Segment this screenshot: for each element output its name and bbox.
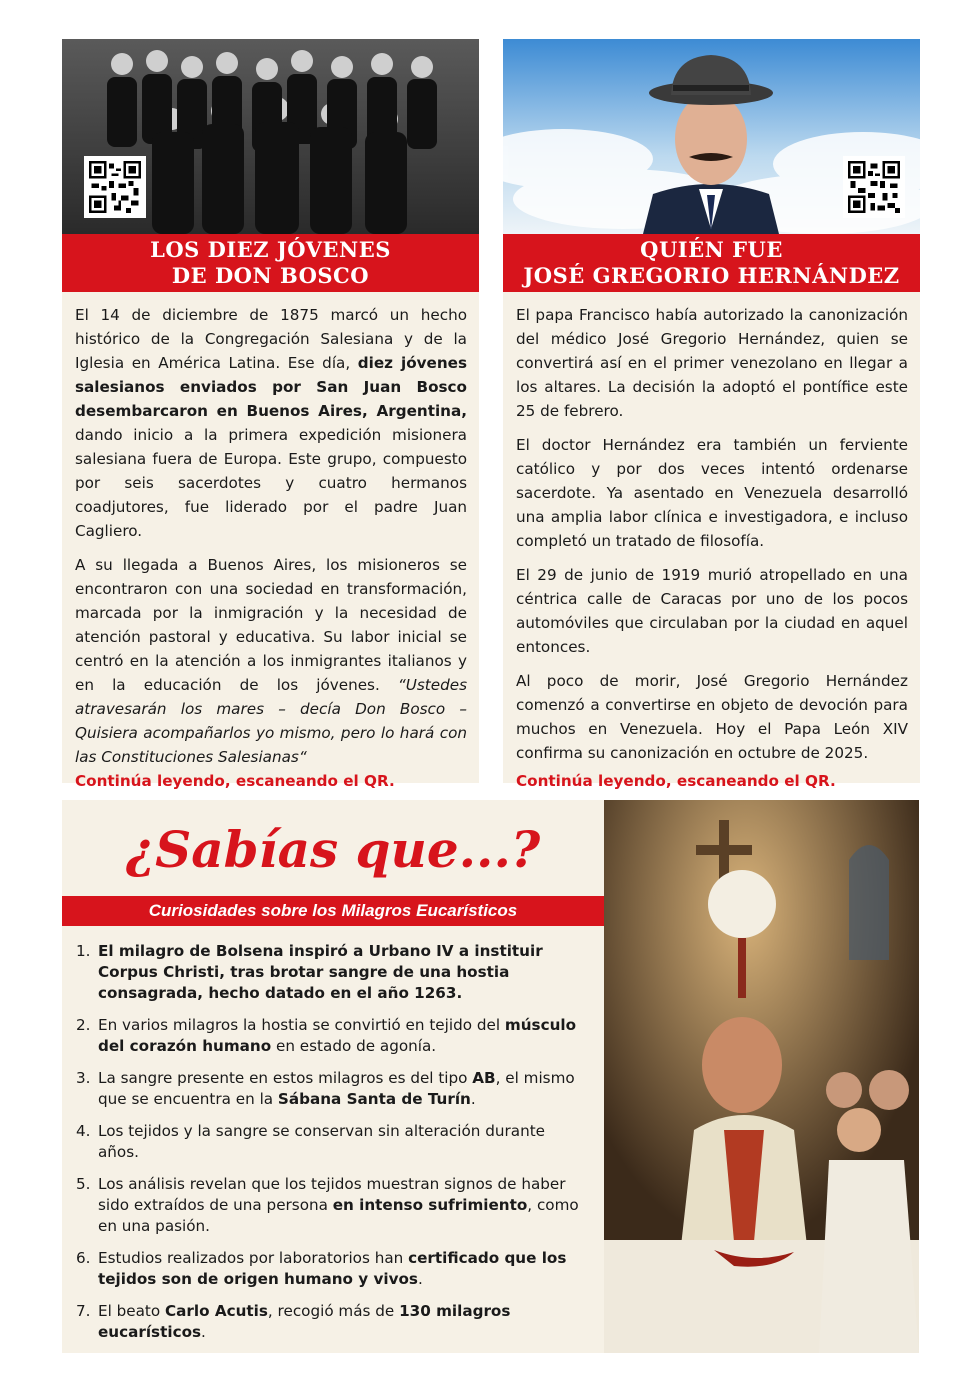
list-number: 5. <box>76 1175 91 1193</box>
list-number: 6. <box>76 1249 91 1267</box>
paragraph: El 29 de junio de 1919 murió atropellado en una céntrica calle de Caracas por uno de los pocos automóviles que circulaban por la ciudad en aquel entonces. <box>516 566 908 656</box>
paragraph: El doctor Hernández era también un ferviente católico y por dos veces intentó ordenarse sacerdote. Ya asentado en Venezuela desarrolló una amplia labor clínica e investigadora, e incluso completó un tratado de filosofía. <box>516 436 908 550</box>
section-subtitle: Curiosidades sobre los Milagros Eucarísticos <box>62 896 604 926</box>
fact-text: AB <box>472 1069 496 1087</box>
fact-text: Carlo Acutis <box>165 1302 268 1320</box>
card-title-line1: LOS DIEZ JÓVENES <box>150 237 391 262</box>
list-number: 3. <box>76 1069 91 1087</box>
card-body <box>516 303 908 803</box>
card-title <box>62 234 479 292</box>
list-item <box>76 1301 586 1343</box>
paragraph: El papa Francisco había autorizado la canonización del médico José Gregorio Hernández, quien se convertirá así en el primer venezolano en llegar a los altares. La decisión la adoptó el pontífice este 25 de febrero. <box>516 306 908 420</box>
scan-qr-link[interactable]: Continúa leyendo, escaneando el QR. <box>75 772 395 790</box>
fact-text: Los tejidos y la sangre se conservan sin alteración durante años. <box>98 1122 545 1161</box>
fact-text: La sangre presente en estos milagros es del tipo <box>98 1069 473 1087</box>
fact-text: en estado de agonía. <box>271 1037 437 1055</box>
card-body <box>75 303 467 803</box>
fact-text: Sábana Santa de Turín <box>277 1090 471 1108</box>
card-title-line1: QUIÉN FUE <box>640 237 783 262</box>
fact-text: El beato <box>98 1302 166 1320</box>
fact-text: Estudios realizados por laboratorios han <box>98 1249 409 1267</box>
fact-text: . <box>417 1270 423 1288</box>
fact-text: . <box>201 1323 206 1341</box>
card-title-line2: DE DON BOSCO <box>171 263 370 288</box>
fact-text: En varios milagros la hostia se convirtió en tejido del <box>98 1016 505 1034</box>
fact-text: en intenso sufrimiento <box>332 1196 528 1214</box>
eucharistic-miracle-painting <box>604 800 919 1353</box>
list-number: 7. <box>76 1302 91 1320</box>
list-item <box>76 1121 586 1163</box>
paragraph: A su llegada a Buenos Aires, los misioneros se encontraron con una sociedad en transformación, marcada por la inmigración y la necesidad de atención pastoral y educativa. Su labor inicial se centró en la atención a los inmigrantes italianos y en la educación de los jóvenes. “Ustedes atravesarán los mares – decía Don Bosco – Quisiera acompañarlos yo mismo, pero lo hará con las Constituciones Salesianas“ <box>75 556 467 766</box>
fact-text: 130 milagros eucarísticos <box>98 1302 511 1341</box>
card-title-line2: JOSÉ GREGORIO HERNÁNDEZ <box>523 263 900 288</box>
list-number: 4. <box>76 1122 91 1140</box>
quote: “Ustedes atravesarán los mares – decía Don Bosco – Quisiera acompañarlos yo mismo, pero lo hará con las Constituciones Salesianas“ <box>75 676 467 766</box>
paragraph: Al poco de morir, José Gregorio Hernández comenzó a convertirse en objeto de devoción para muchos en Venezuela. Hoy el Papa León XIV confirma su canonización en octubre de 2025. <box>516 672 908 762</box>
fact-text: . <box>470 1090 476 1108</box>
sabias-que-section <box>62 800 604 1353</box>
scan-qr-link[interactable]: Continúa leyendo, escaneando el QR. <box>516 772 836 790</box>
list-number: 2. <box>76 1016 91 1034</box>
list-item <box>76 1248 586 1290</box>
fact-text: certificado que los tejidos son de origen humano y vivos <box>98 1249 567 1288</box>
qr-code-icon[interactable] <box>843 156 905 218</box>
list-item <box>76 941 586 1004</box>
list-item <box>76 1015 586 1057</box>
paragraph: El 14 de diciembre de 1875 marcó un hecho histórico de la Congregación Salesiana y de la Iglesia en América Latina. Ese día, diez jóvenes salesianos enviados por San Juan Bosco desembarcaron en Buenos Aires, Argentina, dando inicio a la primera expedición misionera salesiana fuera de Europa. Este grupo, compuesto por seis sacerdotes y cuatro hermanos coadjutores, fue liderado por el padre Juan Cagliero. <box>75 306 467 540</box>
list-item <box>76 1068 586 1110</box>
card-jose-gregorio <box>503 39 920 790</box>
qr-code-icon[interactable] <box>84 156 146 218</box>
facts-list <box>76 941 586 1354</box>
fact-text: músculo del corazón humano <box>98 1016 577 1055</box>
fact-text: El milagro de Bolsena inspiró a Urbano IV a instituir Corpus Christi, tras brotar sangre de una hostia consagrada, hecho datado en el año 1263. <box>98 942 543 1002</box>
section-title: ¿Sabías que...? <box>125 820 541 879</box>
card-title <box>503 234 920 292</box>
list-number: 1. <box>76 942 91 960</box>
list-item <box>76 1174 586 1237</box>
fact-text: , recogió más de <box>267 1302 400 1320</box>
fact-text: Los análisis revelan que los tejidos muestran signos de haber sido extraídos de una persona <box>98 1175 566 1214</box>
fact-text: , el mismo que se encuentra en la <box>98 1069 575 1108</box>
fact-text: , como en una pasión. <box>98 1196 579 1235</box>
card-diez-jovenes <box>62 39 479 790</box>
